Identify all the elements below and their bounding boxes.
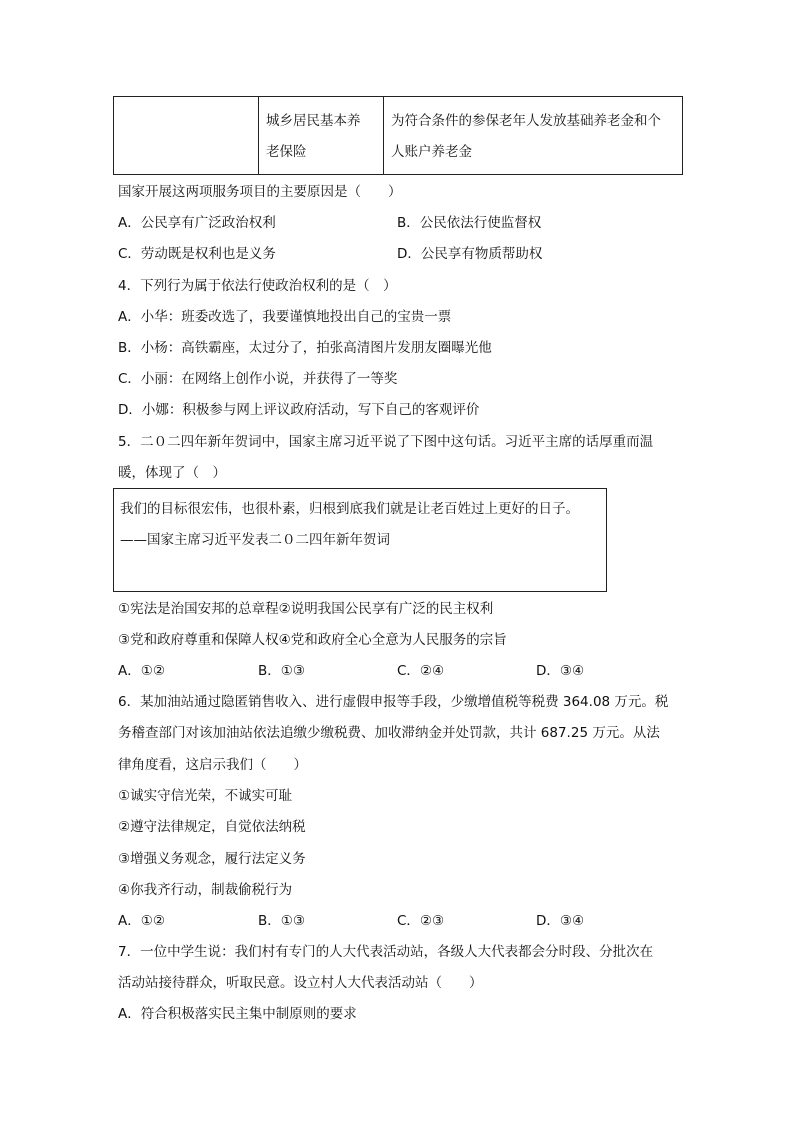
q6-statement-3: ③增强义务观念，履行法定义务 (118, 851, 306, 867)
q5-statements-line2: ③党和政府尊重和保障人权④党和政府全心全意为人民服务的宗旨 (118, 632, 507, 648)
quote-box (113, 488, 607, 592)
question-5-stem-line2: 暖，体现了（ ） (118, 465, 226, 481)
q5-option-a[interactable]: A．①② (118, 663, 165, 679)
q5-option-c[interactable]: C．②④ (397, 663, 445, 679)
q4-option-b[interactable]: B．小杨：高铁霸座，太过分了，拍张高清图片发朋友圈曝光他 (118, 340, 492, 356)
q5-option-d[interactable]: D．③④ (536, 663, 585, 679)
q3-option-a[interactable]: A．公民享有广泛政治权利 (118, 215, 276, 231)
q6-statement-2: ②遵守法律规定，自觉依法纳税 (118, 819, 306, 835)
table-cell-content: 为符合条件的参保老年人发放基础养老金和个 (391, 113, 661, 129)
table-divider (383, 97, 384, 174)
quote-text: 我们的目标很宏伟，也很朴素，归根到底我们就是让老百姓过上更好的日子。 (120, 501, 579, 517)
q5-option-b[interactable]: B．①③ (258, 663, 305, 679)
table-cell-content: 人账户养老金 (391, 144, 472, 160)
service-table (113, 96, 683, 175)
q4-option-c[interactable]: C．小丽：在网络上创作小说，并获得了一等奖 (118, 371, 398, 387)
q3-option-d[interactable]: D．公民享有物质帮助权 (397, 246, 543, 262)
table-cell-item: 城乡居民基本养 (266, 113, 361, 129)
q6-statement-4: ④你我齐行动，制裁偷税行为 (118, 882, 293, 898)
quote-source: ——国家主席习近平发表二０二四年新年贺词 (120, 532, 390, 548)
q4-option-a[interactable]: A．小华：班委改选了，我要谨慎地投出自己的宝贵一票 (118, 309, 452, 325)
q7-option-a[interactable]: A．符合积极落实民主集中制原则的要求 (118, 1006, 357, 1022)
q3-option-b[interactable]: B．公民依法行使监督权 (397, 215, 542, 231)
table-cell-item: 老保险 (266, 144, 307, 160)
q6-statement-1: ①诚实守信光荣，不诚实可耻 (118, 788, 293, 804)
question-4-stem: 4．下列行为属于依法行使政治权利的是（ ） (118, 278, 397, 294)
question-7-stem-line2: 活动站接待群众，听取民意。设立村人大代表活动站（ ） (118, 975, 483, 991)
q6-option-b[interactable]: B．①③ (258, 913, 305, 929)
question-6-stem-line1: 6．某加油站通过隐匿销售收入、进行虚假申报等手段，少缴增值税等税费 364.08 万元。税 (118, 694, 669, 710)
table-divider (258, 97, 259, 174)
q6-option-a[interactable]: A．①② (118, 913, 165, 929)
question-6-stem-line3: 律角度看，这启示我们（ ） (118, 757, 307, 773)
q6-option-c[interactable]: C．②③ (397, 913, 445, 929)
question-5-stem-line1: 5．二０二四年新年贺词中，国家主席习近平说了下图中这句话。习近平主席的话厚重而温 (118, 434, 654, 450)
question-6-stem-line2: 务稽查部门对该加油站依法追缴少缴税费、加收滞纳金并处罚款，共计 687.25 万元。从法 (118, 725, 660, 741)
question-7-stem-line1: 7．一位中学生说：我们村有专门的人大代表活动站，各级人大代表都会分时段、分批次在 (118, 944, 654, 960)
q4-option-d[interactable]: D．小娜：积极参与网上评议政府活动，写下自己的客观评价 (118, 402, 480, 418)
q3-option-c[interactable]: C．劳动既是权利也是义务 (118, 246, 276, 262)
q5-statements-line1: ①宪法是治国安邦的总章程②说明我国公民享有广泛的民主权利 (118, 601, 494, 617)
q6-option-d[interactable]: D．③④ (536, 913, 585, 929)
question-3-stem: 国家开展这两项服务项目的主要原因是（ ） (118, 184, 402, 200)
